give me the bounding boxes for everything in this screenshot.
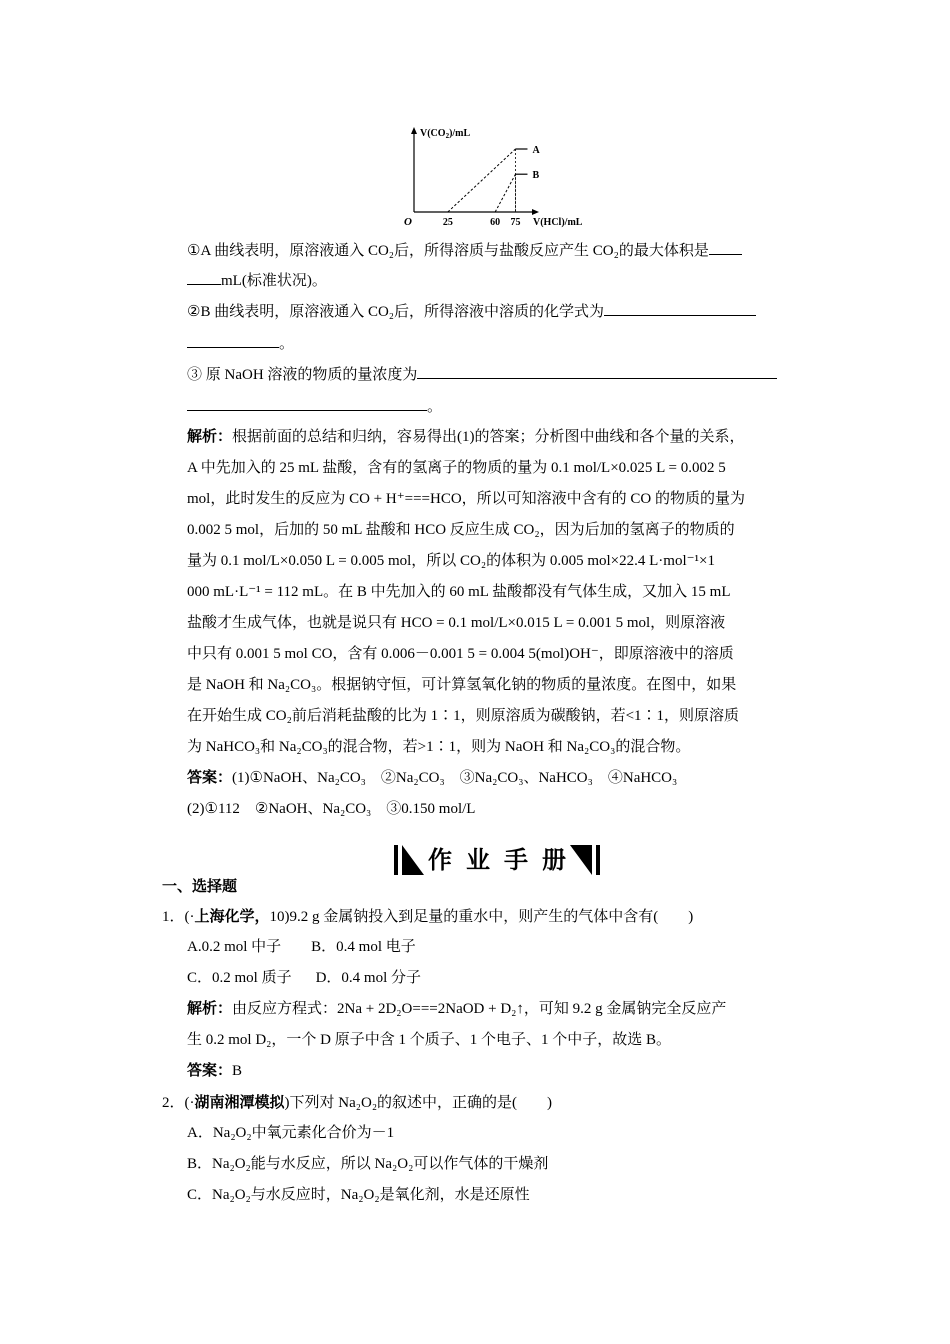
question-2-option-c[interactable]: C．Na₂O₂与水反应时，Na₂O₂是氧化剂，水是还原性	[187, 1187, 530, 1203]
analysis-line: 中只有 0.001 5 mol CO，含有 0.006－0.001 5 = 0.004 5(mol)OH⁻，即原溶液中的溶质	[187, 646, 734, 662]
blank-3a[interactable]	[417, 364, 777, 379]
origin-label: O	[404, 216, 412, 228]
analysis-line: mol，此时发生的反应为 CO + H⁺===HCO，所以可知溶液中含有的 CO 的物质的量为	[187, 491, 746, 507]
banner-triangle-left	[402, 845, 424, 875]
analysis-line: 是 NaOH 和 Na₂CO₃。根据钠守恒，可计算氢氧化钠的物质的量浓度。在图中，如果	[187, 677, 737, 693]
option-b[interactable]: B．0.4 mol 电子	[311, 939, 416, 955]
q1-line6: 。	[187, 396, 442, 417]
q1-line1: ①A 曲线表明，原溶液通入 CO₂后，所得溶质与盐酸反应产生 CO₂的最大体积是	[187, 240, 742, 261]
series-label-B: B	[532, 170, 540, 182]
banner-bar-right	[596, 845, 600, 875]
q1-line5: ③ 原 NaOH 溶液的物质的量浓度为	[187, 364, 777, 385]
question-1-analysis: 生 0.2 mol D₂，一个 D 原子中含 1 个质子、1 个电子、1 个中子，故选 B。	[187, 1032, 671, 1048]
series-line-B	[495, 174, 515, 212]
option-c[interactable]: C．0.2 mol 质子	[187, 970, 292, 986]
y-axis-arrow	[411, 127, 417, 134]
question-2-stem: 2．(·湖南湘潭模拟)下列对 Na₂O₂的叙述中，正确的是( )	[162, 1093, 553, 1111]
series-line-A	[448, 149, 516, 212]
blank-2b[interactable]	[187, 333, 279, 348]
analysis-line: 0.002 5 mol，后加的 50 mL 盐酸和 HCO 反应生成 CO₂，因为后加的氢离子的物质的	[187, 522, 735, 538]
co2-volume-graph	[400, 124, 600, 234]
question-1-options-ab	[187, 937, 416, 957]
question-1-answer: 答案：B	[187, 1063, 243, 1079]
analysis-line: 解析：根据前面的总结和归纳，容易得出(1)的答案；分析图中曲线和各个量的关系，	[187, 429, 745, 445]
analysis-line: 为 NaHCO₃和 Na₂CO₃的混合物，若>1∶1，则为 NaOH 和 Na₂CO₃的混合物。	[187, 739, 691, 755]
blank-3b[interactable]	[187, 396, 427, 411]
banner-title: 作业手册	[428, 846, 580, 874]
x-axis-arrow	[532, 209, 539, 215]
banner-bar-left	[394, 845, 398, 875]
x-tick-label: 60	[490, 217, 501, 228]
blank-1b[interactable]	[187, 270, 221, 285]
analysis-line: A 中先加入的 25 mL 盐酸，含有的氢离子的物质的量为 0.1 mol/L×0.025 L = 0.002 5	[187, 460, 726, 476]
x-axis-label: V(HCl)/mL	[533, 217, 583, 228]
y-axis-label: $V(CO_2)/mL$	[420, 128, 471, 140]
option-d[interactable]: D．0.4 mol 分子	[315, 970, 422, 986]
blank-2a[interactable]	[604, 301, 756, 316]
x-tick-label: 25	[442, 217, 453, 228]
analysis-line: 000 mL·L⁻¹ = 112 mL。在 B 中先加入的 60 mL 盐酸都没有气体生成，又加入 15 mL	[187, 584, 731, 600]
analysis-line: 量为 0.1 mol/L×0.050 L = 0.005 mol，所以 CO₂的体积为 0.005 mol×22.4 L·mol⁻¹×1	[187, 553, 716, 569]
question-2-option-b[interactable]: B．Na₂O₂能与水反应，所以 Na₂O₂可以作气体的干燥剂	[187, 1156, 549, 1172]
answer-line2: (2)①112 ②NaOH、Na₂CO₃ ③0.150 mol/L	[187, 801, 476, 817]
option-a[interactable]: A.0.2 mol 中子	[187, 939, 282, 955]
answer-line1: 答案：(1)①NaOH、Na₂CO₃ ②Na₂CO₃ ③Na₂CO₃、NaHCO₃ ④NaHCO₃	[187, 770, 678, 786]
analysis-line: 盐酸才生成气体，也就是说只有 HCO = 0.1 mol/L×0.015 L = 0.001 5 mol，则原溶液	[187, 615, 726, 631]
series-label-A: A	[532, 145, 540, 156]
section-title: 一、选择题	[162, 877, 238, 895]
q1-line4: 。	[187, 333, 294, 354]
q1-line3: ②B 曲线表明，原溶液通入 CO₂后，所得溶液中溶质的化学式为	[187, 301, 756, 322]
question-2-option-a[interactable]: A．Na₂O₂中氧元素化合价为－1	[187, 1125, 395, 1141]
question-1-stem: 1．(·上海化学，10)9.2 g 金属钠投入到足量的重水中，则产生的气体中含有( )	[162, 907, 694, 925]
question-1-analysis: 解析：由反应方程式：2Na + 2D₂O===2NaOD + D₂↑，可知 9.2 g 金属钠完全反应产	[187, 1001, 727, 1017]
analysis-line: 在开始生成 CO₂前后消耗盐酸的比为 1∶1，则原溶质为碳酸钠，若<1∶1，则原溶质	[187, 708, 740, 724]
q1-line2: mL(标准状况)。	[187, 270, 327, 291]
question-1-options-cd	[187, 968, 421, 988]
x-tick-label: 75	[510, 217, 521, 228]
blank-1a[interactable]	[709, 240, 742, 255]
